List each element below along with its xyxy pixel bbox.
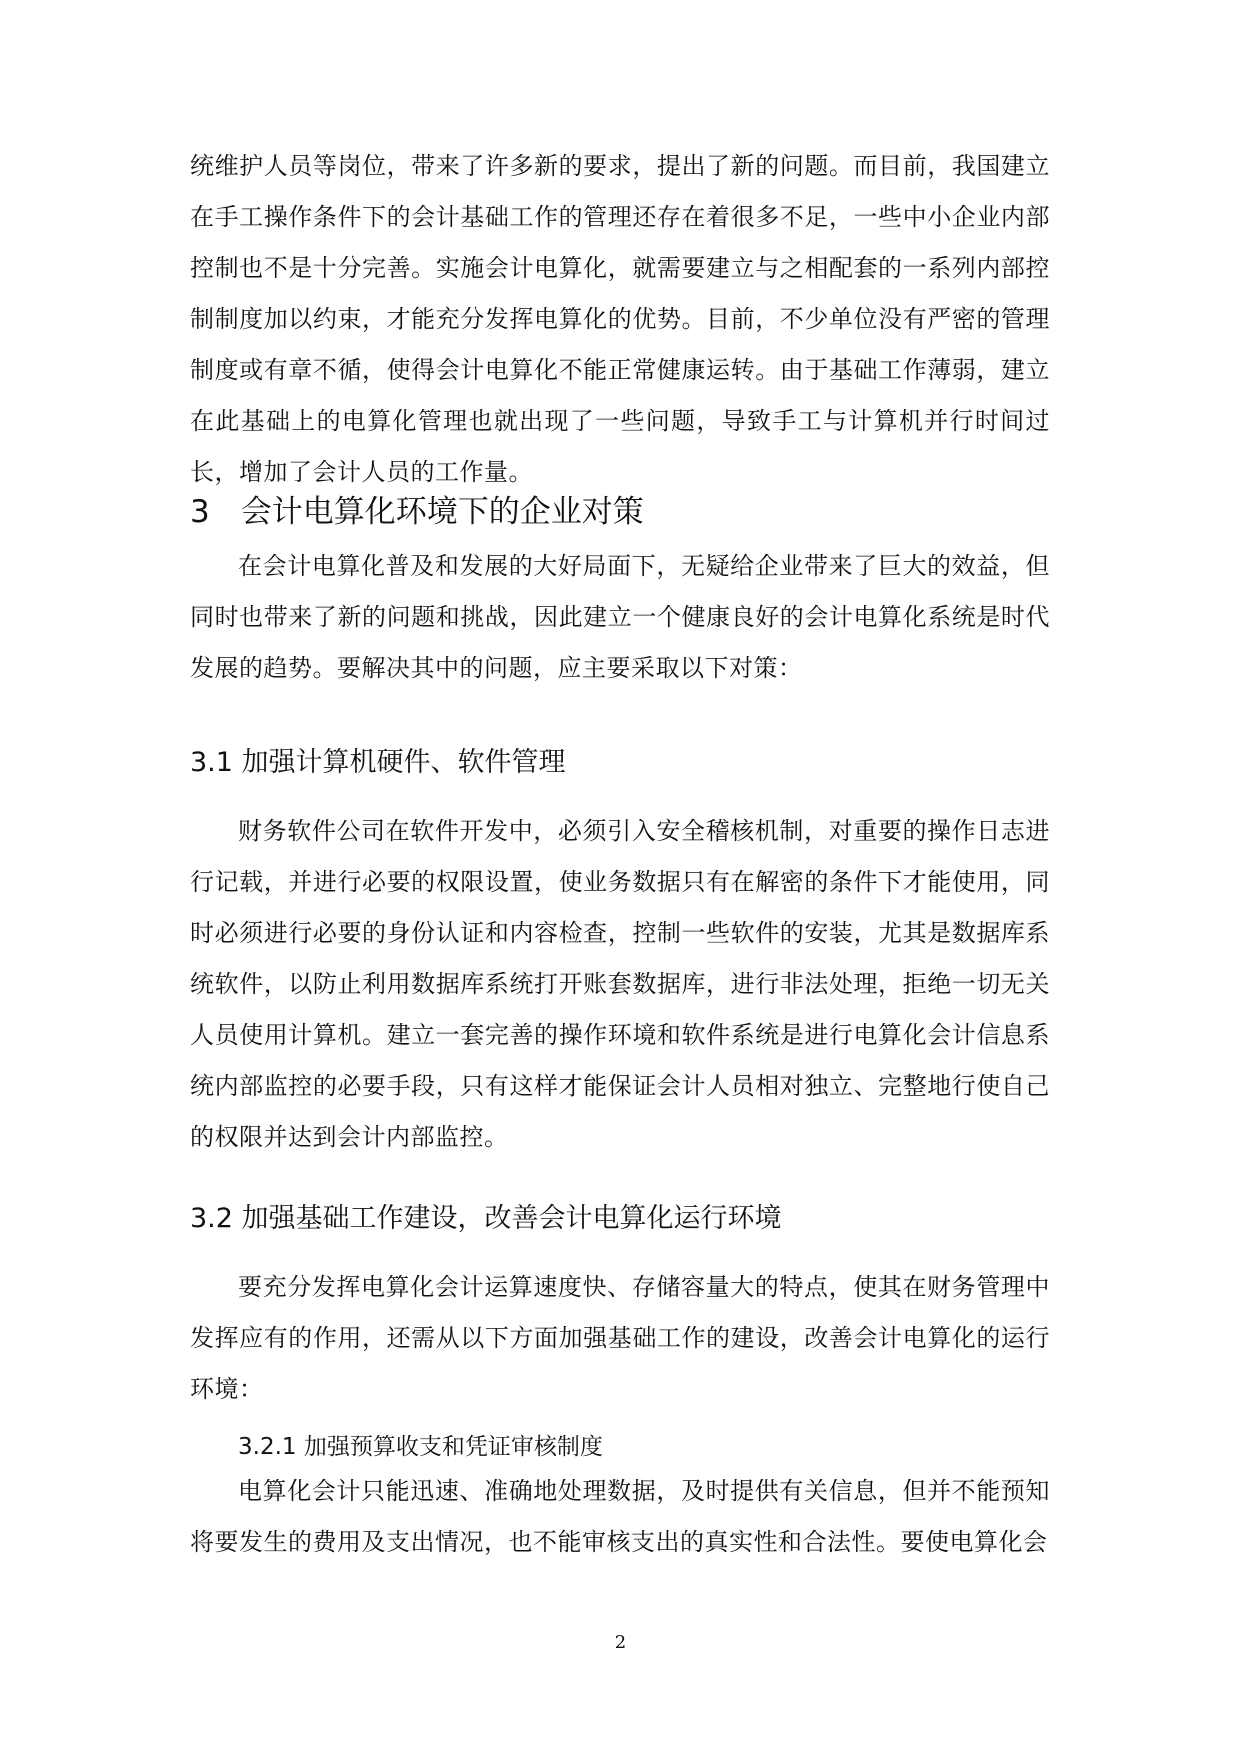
section-3-2-heading: 3.2 加强基础工作建设，改善会计电算化运行环境 [190, 1203, 782, 1234]
section-3-2-1-heading: 3.2.1 加强预算收支和凭证审核制度 [238, 1434, 603, 1460]
section-3-2-body-block [190, 1262, 1050, 1415]
page-number: 2 [614, 1632, 627, 1653]
section-3-2-1-body: 电算化会计只能迅速、准确地处理数据，及时提供有关信息，但并不能预知将要发生的费用及支出情况，也不能审核支出的真实性和合法性。要使电算化会 [190, 1477, 1050, 1556]
section-3-intro: 在会计电算化普及和发展的大好局面下，无疑给企业带来了巨大的效益，但同时也带来了新的问题和挑战，因此建立一个健康良好的会计电算化系统是时代发展的趋势。要解决其中的问题，应主要采取以下对策： [190, 552, 1050, 682]
section-3-2-1-body-block [190, 1466, 1050, 1568]
section-3-heading-block [190, 486, 1050, 531]
section-3-1-body-block [190, 806, 1050, 1163]
continuation-paragraph: 统维护人员等岗位，带来了许多新的要求，提出了新的问题。而目前，我国建立在手工操作条件下的会计基础工作的管理还存在着很多不足，一些中小企业内部控制也不是十分完善。实施会计电算化，就需要建立与之相配套的一系列内部控制制度加以约束，才能充分发挥电算化的优势。目前，不少单位没有严密的管理制度或有章不循，使得会计电算化不能正常健康运转。由于基础工作薄弱，建立在此基础上的电算化管理也就出现了一些问题，导致手工与计算机并行时间过长，增加了会计人员的工作量。 [190, 152, 1050, 486]
section-3-heading: 3 会计电算化环境下的企业对策 [190, 494, 644, 530]
section-3-2-body: 要充分发挥电算化会计运算速度快、存储容量大的特点，使其在财务管理中发挥应有的作用，还需从以下方面加强基础工作的建设，改善会计电算化的运行环境： [190, 1273, 1050, 1403]
section-3-1-heading-block [190, 740, 1050, 779]
section-3-2-1-heading-block [238, 1428, 1050, 1461]
section-3-1-body: 财务软件公司在软件开发中，必须引入安全稽核机制，对重要的操作日志进行记载，并进行必要的权限设置，使业务数据只有在解密的条件下才能使用，同时必须进行必要的身份认证和内容检查，控制一些软件的安装，尤其是数据库系统软件，以防止利用数据库系统打开账套数据库，进行非法处理，拒绝一切无关人员使用计算机。建立一套完善的操作环境和软件系统是进行电算化会计信息系统内部监控的必要手段，只有这样才能保证会计人员相对独立、完整地行使自己的权限并达到会计内部监控。 [190, 817, 1050, 1151]
section-3-2-heading-block [190, 1196, 1050, 1235]
section-3-intro-block [190, 541, 1050, 694]
continuation-paragraph-block [190, 141, 1050, 498]
section-3-1-heading: 3.1 加强计算机硬件、软件管理 [190, 747, 566, 778]
